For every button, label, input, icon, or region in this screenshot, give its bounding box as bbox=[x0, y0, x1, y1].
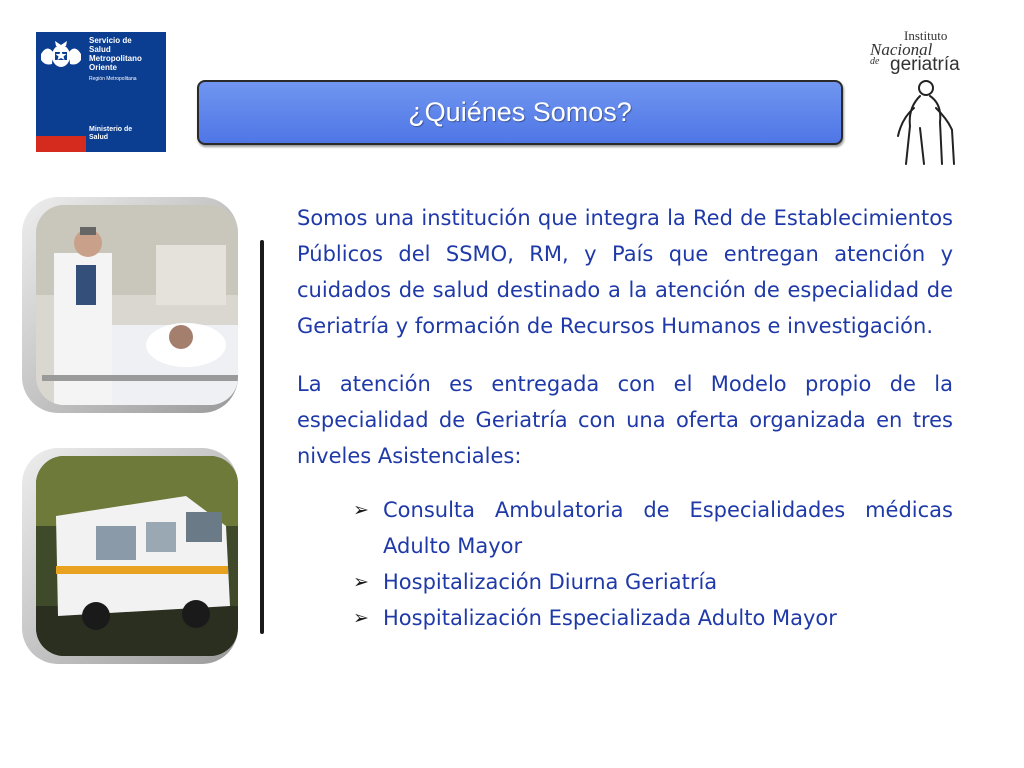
logo-line-3: Metropolitano bbox=[89, 54, 142, 63]
logo-text-block bbox=[86, 32, 166, 152]
logo-word-instituto: Instituto bbox=[904, 28, 948, 43]
logo-region: Región Metropolitana bbox=[89, 76, 137, 82]
doctor-patient-photo bbox=[36, 205, 238, 405]
list-item-text: Hospitalización Especializada Adulto Mayor bbox=[383, 606, 837, 630]
institute-logo bbox=[862, 28, 992, 168]
elderly-person-icon bbox=[890, 78, 965, 166]
arrow-bullet-icon: ➢ bbox=[353, 571, 369, 593]
logo-word-geriatria: geriatría bbox=[890, 54, 960, 75]
logo-word-de: de bbox=[870, 56, 880, 67]
photo-frame-ambulance bbox=[22, 448, 238, 664]
logo-red-bar bbox=[36, 136, 86, 152]
chile-crest-icon bbox=[39, 38, 83, 74]
vertical-divider bbox=[260, 240, 264, 634]
logo-blue-block bbox=[36, 32, 86, 152]
paragraph-intro: Somos una institución que integra la Red de Establecimientos Públicos del SSMO, RM, y País que entregan atención y cuidados de salud destinado a la atención de especialidad de Geriatría y formación de Recursos Humanos e investigación. bbox=[297, 206, 953, 338]
list-item-text: Consulta Ambulatoria de Especialidades médicas Adulto Mayor bbox=[383, 498, 953, 558]
list-item bbox=[349, 492, 953, 564]
ministry-logo bbox=[36, 32, 166, 152]
main-content bbox=[297, 200, 953, 636]
title-bar bbox=[197, 80, 843, 145]
list-item bbox=[349, 564, 953, 600]
paragraph-model: La atención es entregada con el Modelo propio de la especialidad de Geriatría con una oferta organizada en tres niveles Asistenciales: bbox=[297, 372, 953, 468]
arrow-bullet-icon: ➢ bbox=[353, 607, 369, 629]
logo-ministry-line-1: Ministerio de bbox=[89, 126, 133, 133]
list-item bbox=[349, 600, 953, 636]
ambulance-photo bbox=[36, 456, 238, 656]
page-title: ¿Quiénes Somos? bbox=[408, 97, 632, 127]
doctor-patient-illustration bbox=[36, 205, 238, 405]
logo-ministry-line-2: Salud bbox=[89, 134, 109, 141]
logo-ministry bbox=[89, 126, 132, 142]
ambulance-illustration bbox=[36, 456, 238, 656]
logo-word-nacional: Nacional bbox=[870, 40, 933, 59]
logo-line-4: Oriente bbox=[89, 63, 118, 72]
care-levels-list bbox=[349, 492, 953, 636]
arrow-bullet-icon: ➢ bbox=[353, 499, 369, 521]
logo-line-2: Salud bbox=[89, 45, 111, 54]
photo-frame-doctor bbox=[22, 197, 238, 413]
list-item-text: Hospitalización Diurna Geriatría bbox=[383, 570, 718, 594]
logo-line-1: Servicio de bbox=[89, 36, 132, 45]
